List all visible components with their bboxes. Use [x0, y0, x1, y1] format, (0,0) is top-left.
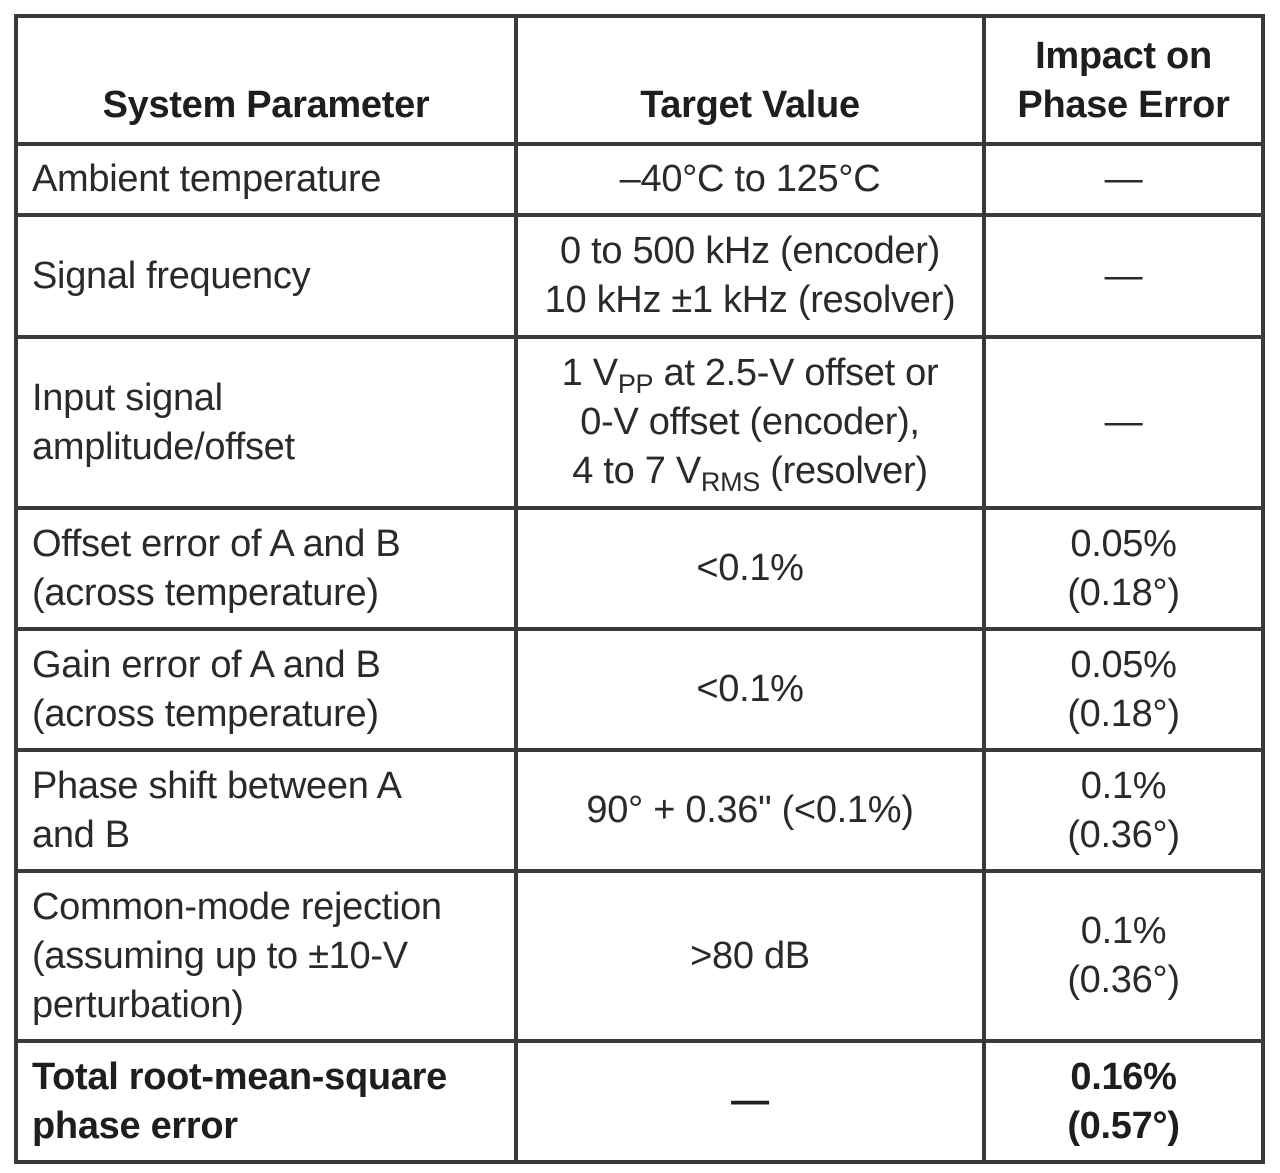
- cell-impact: 0.05% (0.18°): [984, 629, 1263, 750]
- cell-parameter: Offset error of A and B (across temperature): [16, 508, 516, 629]
- cell-parameter: Total root-mean-square phase error: [16, 1041, 516, 1162]
- header-system-parameter: System Parameter: [16, 16, 516, 144]
- cell-parameter: Gain error of A and B (across temperature): [16, 629, 516, 750]
- cell-target-value: –40°C to 125°C: [516, 144, 984, 215]
- cell-target-value: 90° + 0.36" (<0.1%): [516, 750, 984, 871]
- header-row: [16, 16, 1263, 144]
- total-row: [16, 1041, 1263, 1162]
- table-row: [16, 871, 1263, 1041]
- cell-parameter: Signal frequency: [16, 215, 516, 337]
- cell-impact: 0.1% (0.36°): [984, 750, 1263, 871]
- cell-impact: —: [984, 144, 1263, 215]
- phase-error-table: [14, 14, 1265, 1164]
- table-row: [16, 215, 1263, 337]
- header-target-value: Target Value: [516, 16, 984, 144]
- table-row: [16, 508, 1263, 629]
- cell-impact: —: [984, 337, 1263, 508]
- cell-target-value: <0.1%: [516, 508, 984, 629]
- cell-parameter: Phase shift between A and B: [16, 750, 516, 871]
- cell-impact: 0.1% (0.36°): [984, 871, 1263, 1041]
- header-impact-on-phase-error: Impact on Phase Error: [984, 16, 1263, 144]
- cell-target-value: 0 to 500 kHz (encoder) 10 kHz ±1 kHz (resolver): [516, 215, 984, 337]
- cell-target-value: 1 $V_{PP}$ at 2.5-V offset or 0-V offset (encoder), 4 to 7 $V_{RMS}$ (resolver): [516, 337, 984, 508]
- cell-parameter: Input signal amplitude/offset: [16, 337, 516, 508]
- cell-parameter: Ambient temperature: [16, 144, 516, 215]
- cell-parameter: Common-mode rejection (assuming up to ±10-V perturbation): [16, 871, 516, 1041]
- table-row: [16, 144, 1263, 215]
- phase-error-table-container: [14, 14, 1261, 1164]
- cell-target-value: >80 dB: [516, 871, 984, 1041]
- table-row: [16, 337, 1263, 508]
- cell-target-value: —: [516, 1041, 984, 1162]
- cell-target-value: <0.1%: [516, 629, 984, 750]
- table-row: [16, 629, 1263, 750]
- cell-impact: 0.16% (0.57°): [984, 1041, 1263, 1162]
- cell-impact: 0.05% (0.18°): [984, 508, 1263, 629]
- cell-impact: —: [984, 215, 1263, 337]
- table-row: [16, 750, 1263, 871]
